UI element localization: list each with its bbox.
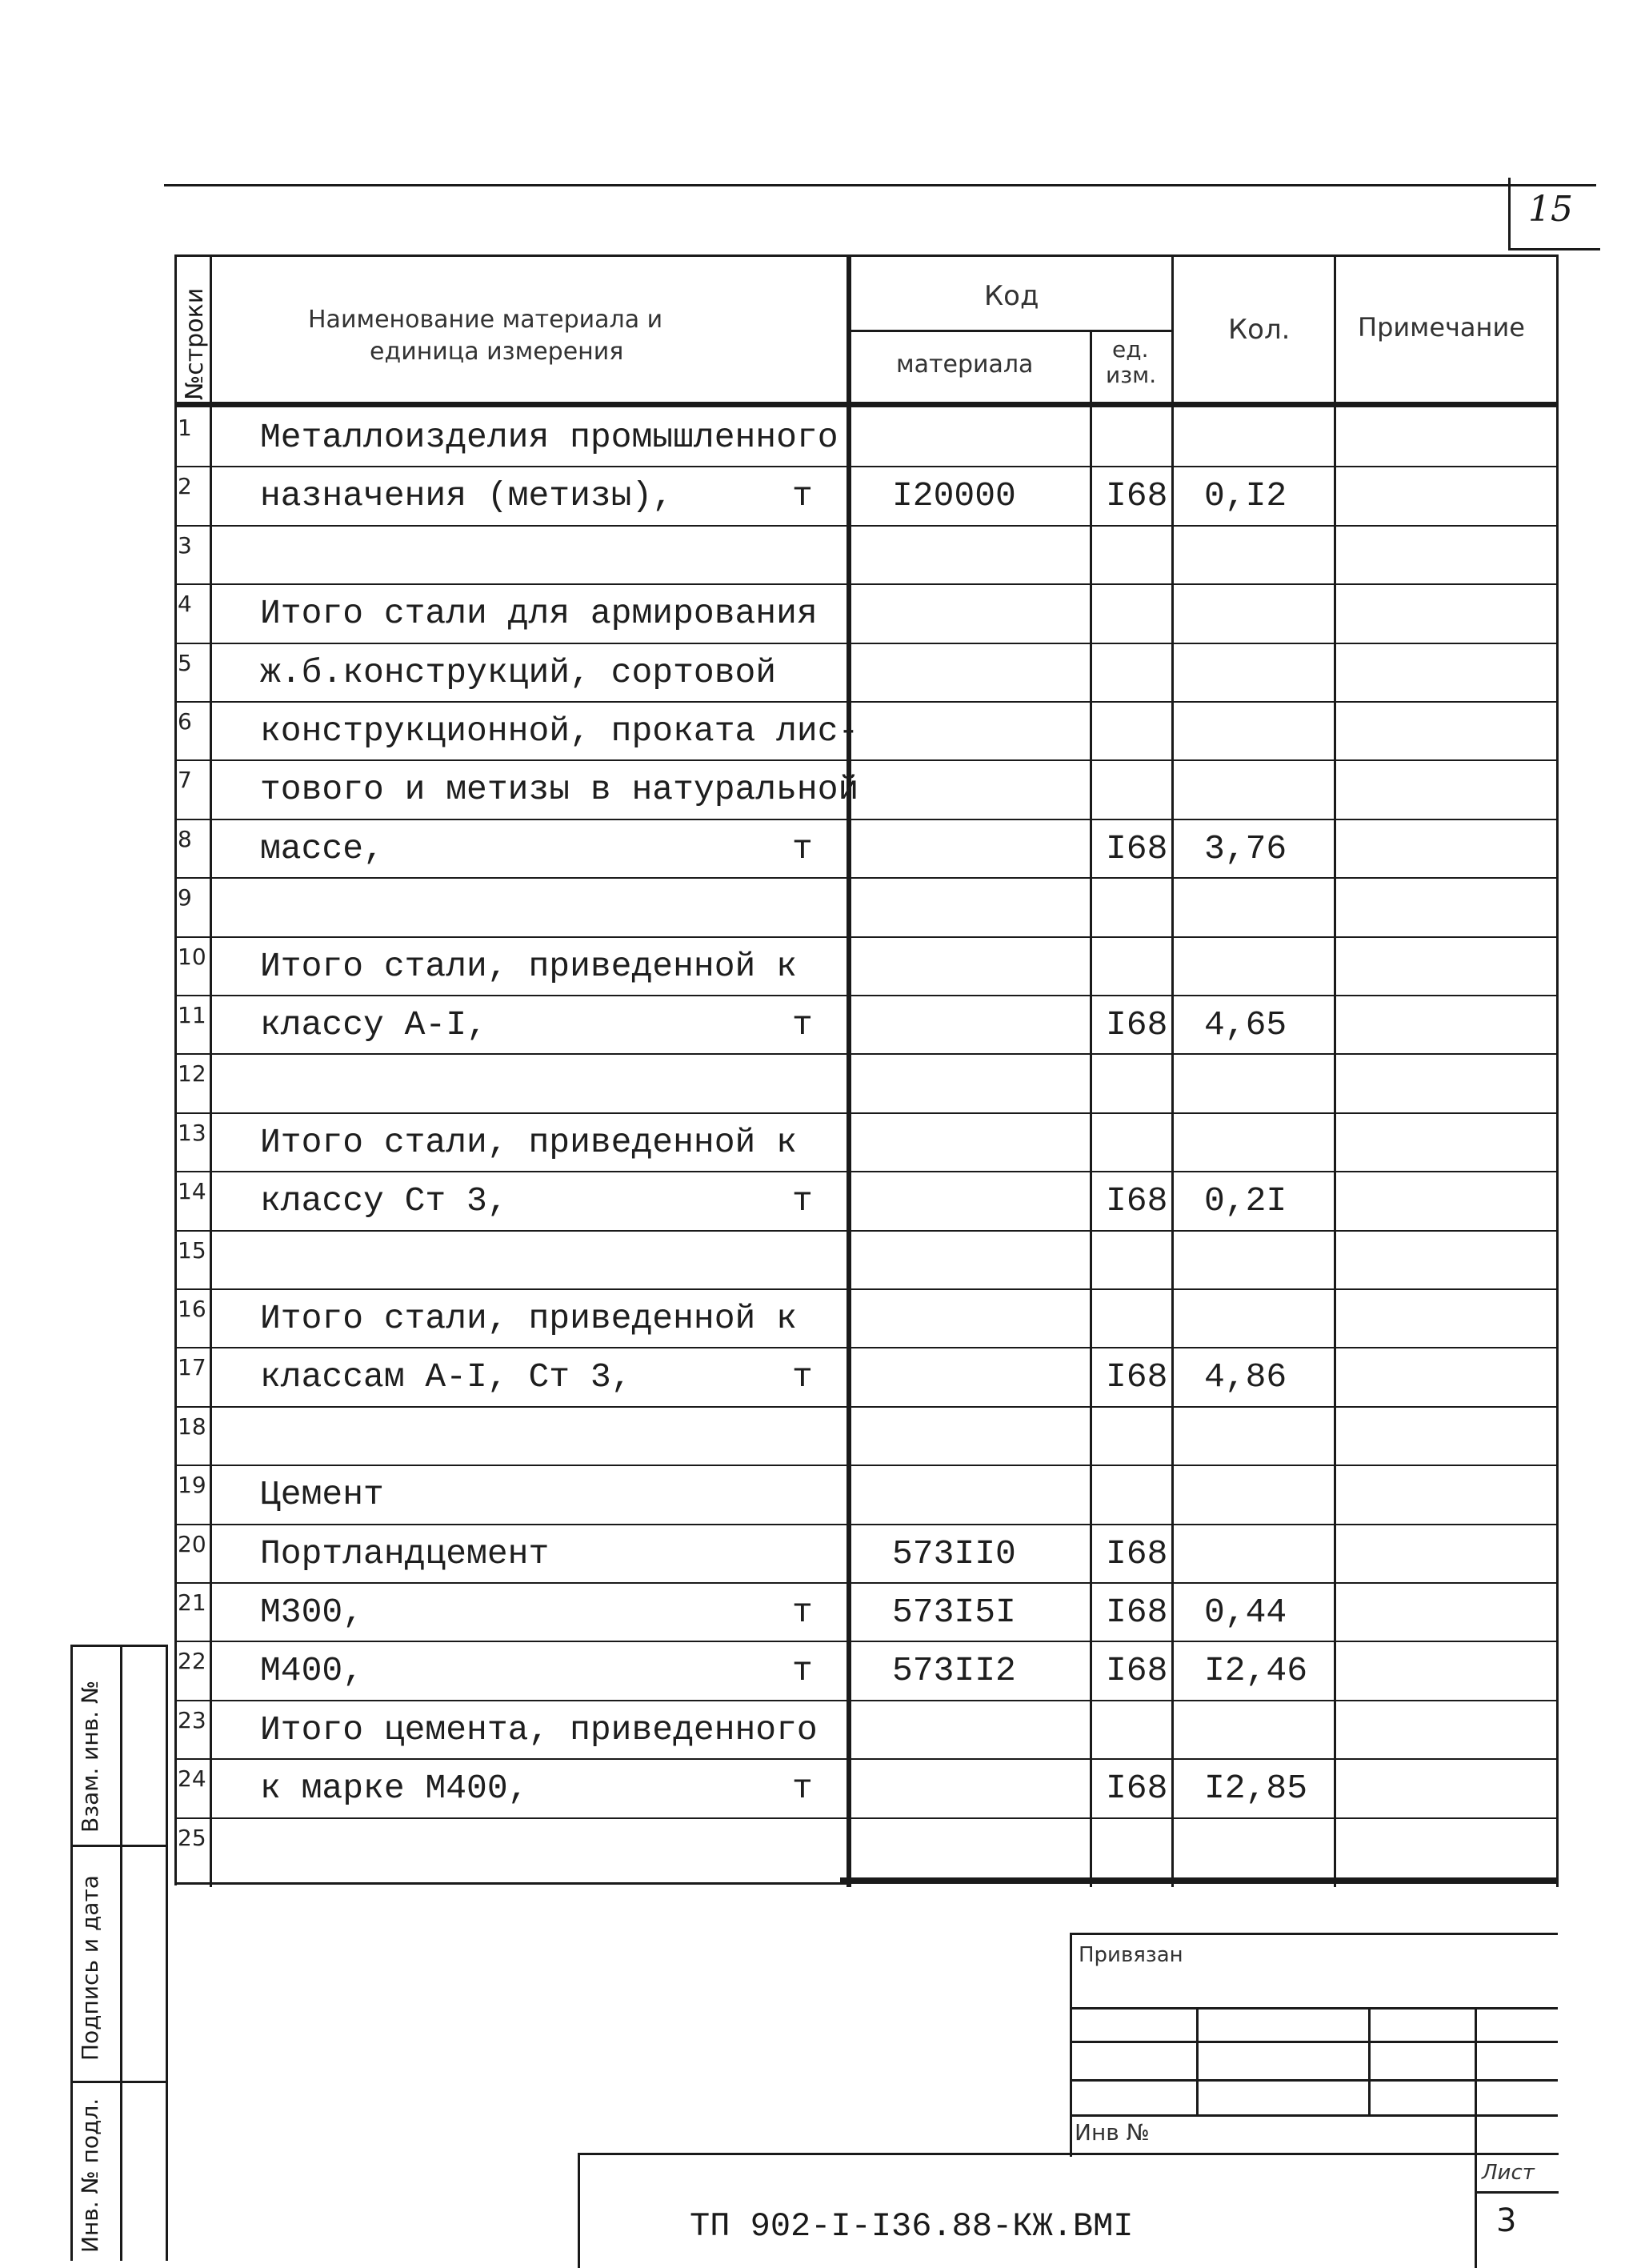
quantity: I2,85	[1204, 1769, 1308, 1809]
page-number-box-bottom	[1508, 248, 1600, 250]
title-block-box-top	[1070, 1933, 1558, 1935]
col-line-material	[1090, 330, 1092, 1887]
row-separator-line	[174, 1406, 1559, 1408]
row-separator-line	[174, 1347, 1559, 1348]
row-number: 16	[178, 1296, 206, 1322]
sheet-label: Лист	[1482, 2161, 1535, 2185]
quantity: 4,65	[1204, 1005, 1287, 1044]
row-number: 13	[178, 1119, 206, 1146]
bound-label: Привязан	[1079, 1943, 1183, 1967]
material-code: 573I5I	[892, 1593, 1016, 1632]
name-header-line2: единица измерения	[370, 338, 624, 366]
row-number: 24	[178, 1765, 206, 1793]
unit-mark: т	[792, 1005, 813, 1044]
unit-mark: т	[792, 476, 813, 516]
sheet-box-divider	[1475, 2191, 1559, 2194]
quantity: 0,I2	[1204, 476, 1287, 516]
title-block-main-top	[578, 2153, 1559, 2155]
unit-code: I68	[1106, 1769, 1168, 1809]
material-header: материала	[896, 351, 1034, 379]
unit-code: I68	[1106, 1181, 1168, 1221]
row-number: 12	[178, 1060, 206, 1088]
row-separator-line	[174, 759, 1559, 761]
page-number-box-left	[1508, 178, 1511, 248]
row-separator-line	[174, 583, 1559, 585]
unit-code: I68	[1106, 828, 1168, 868]
row-separator-line	[174, 1230, 1559, 1232]
row-separator-line	[174, 1582, 1559, 1584]
row-separator-line	[174, 936, 1559, 938]
material-name: Портландцемент	[260, 1533, 550, 1573]
row-number: 14	[178, 1178, 206, 1205]
unit-mark: т	[792, 1651, 813, 1691]
row-separator-line	[174, 995, 1559, 996]
title-block-col-3	[1475, 2007, 1477, 2268]
title-block-line-3	[1070, 2079, 1558, 2082]
name-header-line1: Наименование материала и	[308, 306, 663, 334]
row-number: 4	[178, 591, 192, 618]
row-number: 22	[178, 1648, 206, 1675]
material-name: ж.б.конструкций, сортовой	[260, 652, 777, 692]
title-block-main-left	[578, 2153, 580, 2268]
title-block-col-1	[1196, 2007, 1199, 2116]
title-block-box-left	[1070, 1933, 1072, 2157]
inv-orig-stamp: Инв. № подл.	[77, 2098, 103, 2253]
row-separator-line	[174, 643, 1559, 644]
row-number: 9	[178, 884, 192, 912]
side-stamp-divider-2	[70, 2081, 166, 2083]
material-name: конструкционной, проката лис-	[260, 711, 859, 751]
material-name: Металлоизделия промышленного	[260, 418, 839, 457]
side-stamp-left-line	[70, 1645, 73, 2261]
row-number: 23	[178, 1706, 206, 1733]
row-separator-line	[174, 1171, 1559, 1172]
qty-header: Кол.	[1228, 314, 1291, 346]
code-subheader-line	[848, 330, 1172, 332]
ref-inv-stamp: Взам. инв. №	[77, 1680, 103, 1833]
row-separator-line	[174, 1112, 1559, 1114]
material-name: массе,	[260, 828, 384, 868]
material-name: Итого стали для армирования	[260, 594, 818, 634]
row-separator-line	[174, 525, 1559, 527]
row-number: 6	[178, 708, 192, 735]
row-number: 18	[178, 1412, 206, 1440]
row-separator-line	[174, 1465, 1559, 1466]
row-number: 21	[178, 1589, 206, 1616]
row-separator-line	[174, 1524, 1559, 1525]
material-name: Итого стали, приведенной к	[260, 946, 797, 986]
material-name: Цемент	[260, 1475, 384, 1515]
unit-mark: т	[792, 828, 813, 868]
title-block-line-2	[1070, 2041, 1558, 2043]
material-name: классам А-I, Ст 3,	[260, 1357, 632, 1397]
material-name: Итого стали, приведенной к	[260, 1299, 797, 1338]
row-number: 5	[178, 649, 192, 676]
row-separator-line	[174, 1700, 1559, 1701]
unit-mark: т	[792, 1769, 813, 1809]
row-number: 10	[178, 943, 206, 970]
material-name: Итого стали, приведенной к	[260, 1122, 797, 1162]
quantity: 0,44	[1204, 1593, 1287, 1632]
row-number-header: №строки	[181, 287, 209, 400]
row-separator-line	[174, 701, 1559, 703]
row-number: 25	[178, 1824, 206, 1851]
side-stamp-top	[70, 1645, 166, 1647]
material-name: Итого цемента, приведенного	[260, 1709, 818, 1749]
title-block-line-1	[1070, 2007, 1558, 2010]
row-separator-line	[174, 1288, 1559, 1290]
side-stamp-inner-line	[120, 1645, 122, 2261]
quantity: I2,46	[1204, 1651, 1308, 1691]
title-block-line-4	[1070, 2114, 1558, 2117]
sheet-number: 3	[1496, 2202, 1517, 2239]
row-number: 19	[178, 1472, 206, 1499]
top-border-line	[164, 184, 1596, 186]
material-name: классу Ст 3,	[260, 1181, 508, 1221]
material-name: классу А-I,	[260, 1005, 487, 1044]
row-number: 7	[178, 767, 192, 794]
unit-mark: т	[792, 1181, 813, 1221]
row-separator-line	[174, 877, 1559, 879]
side-stamp-right-line	[166, 1645, 168, 2261]
page-number: 15	[1528, 189, 1573, 230]
unit-code: I68	[1106, 476, 1168, 516]
unit-header-line1: ед.	[1112, 336, 1149, 363]
sign-date-stamp: Подпись и дата	[77, 1875, 103, 2061]
row-separator-line	[174, 466, 1559, 467]
code-header: Код	[984, 280, 1039, 312]
material-name: к марке М400,	[260, 1769, 529, 1809]
material-name: назначения (метизы),	[260, 476, 674, 516]
material-code: I20000	[892, 476, 1016, 516]
unit-code: I68	[1106, 1651, 1168, 1691]
table-top-line	[174, 254, 1559, 257]
row-separator-line	[174, 1758, 1559, 1760]
title-block-col-2	[1368, 2007, 1371, 2116]
row-separator-line	[174, 1817, 1559, 1819]
row-number: 3	[178, 531, 192, 559]
side-stamp-divider-1	[70, 1845, 166, 1847]
row-number: 2	[178, 473, 192, 500]
table-bottom-line	[174, 1882, 847, 1885]
material-name: М400,	[260, 1651, 364, 1691]
row-separator-line	[174, 1053, 1559, 1055]
row-number: 8	[178, 825, 192, 852]
unit-code: I68	[1106, 1533, 1168, 1573]
row-number: 17	[178, 1354, 206, 1381]
quantity: 0,2I	[1204, 1181, 1287, 1221]
table-bottom-thick-line	[840, 1877, 1559, 1884]
quantity: 3,76	[1204, 828, 1287, 868]
row-separator-line	[174, 819, 1559, 820]
row-number: 15	[178, 1236, 206, 1264]
row-separator-line	[174, 1641, 1559, 1642]
unit-header-line2: изм.	[1106, 362, 1157, 388]
unit-mark: т	[792, 1593, 813, 1632]
unit-code: I68	[1106, 1593, 1168, 1632]
material-code: 573II0	[892, 1533, 1016, 1573]
row-number: 20	[178, 1530, 206, 1557]
inv-label: Инв №	[1075, 2119, 1150, 2146]
material-name: М300,	[260, 1593, 364, 1632]
unit-code: I68	[1106, 1005, 1168, 1044]
material-name: тового и метизы в натуральной	[260, 770, 859, 810]
unit-code: I68	[1106, 1357, 1168, 1397]
header-bottom-thick-line	[174, 402, 1559, 407]
row-number: 11	[178, 1002, 206, 1028]
quantity: 4,86	[1204, 1357, 1287, 1397]
unit-mark: т	[792, 1357, 813, 1397]
document-code: ТП 902-I-I36.88-КЖ.ВМI	[690, 2207, 1134, 2246]
row-number: 1	[178, 415, 192, 441]
note-header: Примечание	[1358, 312, 1525, 343]
material-code: 573II2	[892, 1651, 1016, 1691]
